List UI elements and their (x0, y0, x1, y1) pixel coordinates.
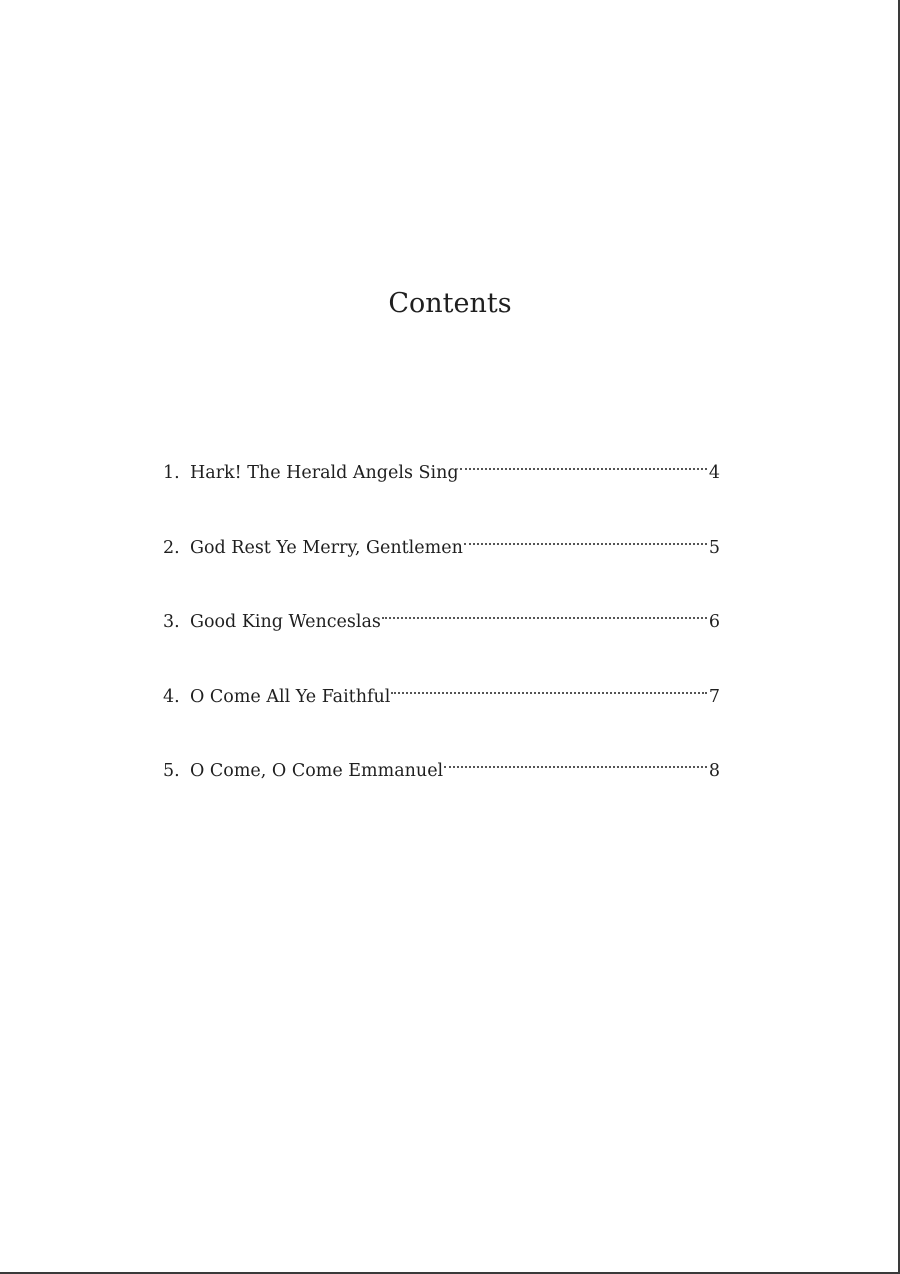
toc-entry-number: 3. (163, 612, 180, 632)
toc-entry-title: O Come, O Come Emmanuel (190, 761, 444, 781)
toc-entry (163, 597, 720, 632)
toc-entry-number: 2. (163, 537, 180, 558)
toc-entry-page: 6 (708, 612, 720, 632)
toc-entry-number: 4. (163, 686, 180, 707)
toc-entry (163, 746, 720, 781)
toc-entry-page: 5 (708, 537, 720, 558)
toc-entry-page: 7 (708, 686, 720, 707)
toc-entry-page: 4 (708, 463, 720, 483)
toc-entry-title: Hark! The Herald Angels Sing (190, 463, 459, 483)
toc-entry-number: 1. (163, 463, 180, 483)
toc-entry (163, 448, 720, 483)
toc-entry-title: Good King Wenceslas (190, 612, 381, 632)
toc-entry-title: God Rest Ye Merry, Gentlemen (190, 537, 463, 558)
toc-entry (163, 523, 720, 558)
dot-leader (443, 746, 709, 776)
toc-entry-number: 5. (163, 761, 180, 781)
toc-entry-page: 8 (708, 761, 720, 781)
dot-leader (459, 448, 709, 478)
page-title: Contents (388, 288, 512, 319)
dot-leader (381, 597, 709, 627)
table-of-contents (163, 448, 720, 821)
dot-leader (463, 523, 709, 553)
dot-leader (390, 672, 709, 702)
toc-entry (163, 672, 720, 707)
toc-entry-title: O Come All Ye Faithful (190, 686, 391, 707)
